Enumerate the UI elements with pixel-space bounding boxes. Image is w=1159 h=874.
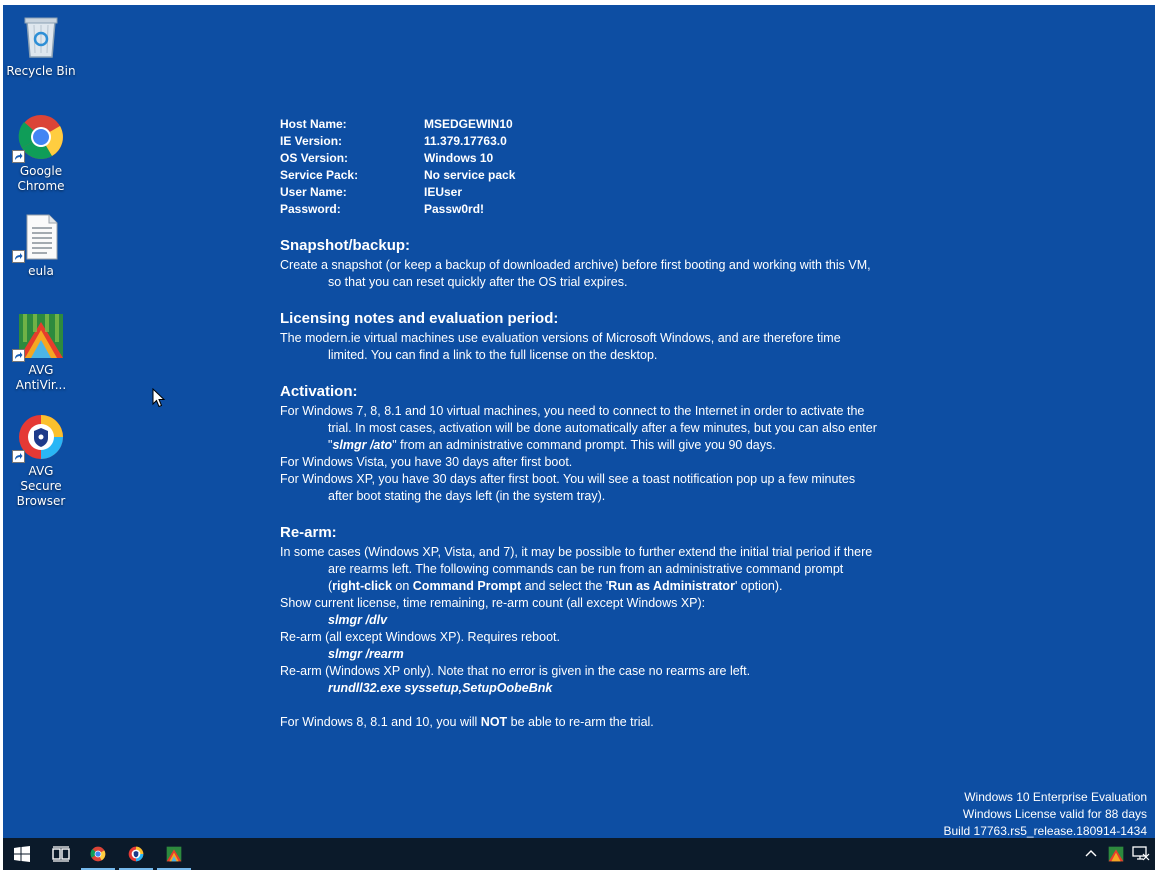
info-row-ie-version: [280, 133, 880, 150]
text-document-icon: [17, 213, 65, 261]
show-hidden-icons-button[interactable]: [1080, 838, 1104, 870]
text: " from an administrative command prompt. This will give you 90 days.: [392, 438, 776, 452]
desktop-icon-google-chrome[interactable]: [6, 113, 76, 194]
rearm-show-label: Show current license, time remaining, re-arm count (all except Windows XP):: [280, 596, 706, 610]
taskbar-avg-antivirus-button[interactable]: [155, 838, 193, 870]
text: on: [391, 579, 413, 593]
taskbar: [3, 838, 1155, 870]
desktop-icon-label: eula: [28, 264, 54, 278]
info-row-user-name: [280, 184, 880, 201]
info-row-service-pack: [280, 167, 880, 184]
rearm-paragraph-1: [280, 544, 880, 595]
mouse-cursor-icon: [152, 388, 166, 412]
activation-paragraph-1: [280, 403, 880, 454]
text: be able to re-arm the trial.: [507, 715, 654, 729]
info-key: IE Version:: [280, 134, 343, 148]
info-key: Host Name:: [280, 117, 347, 131]
watermark-line: Windows 10 Enterprise Evaluation: [964, 790, 1147, 804]
info-key: Service Pack:: [280, 168, 359, 182]
rearm-command: slmgr /rearm: [328, 647, 404, 661]
info-value: MSEDGEWIN10: [424, 117, 513, 131]
task-view-button[interactable]: [41, 838, 79, 870]
watermark-line: Windows License valid for 88 days: [962, 807, 1147, 821]
text: For Windows 7, 8, 8.1 and 10 virtual machines, you need to connect to the Internet in order to activate the trial. In most cases, activation will be done automatically after a few minutes, but you can also enter ": [280, 404, 877, 452]
activation-paragraph-3: For Windows XP, you have 30 days after first boot. You will see a toast notification pop up a few minutes after boot stating the days left (in the system tray).: [280, 472, 856, 503]
section-title-licensing: Licensing notes and evaluation period:: [280, 310, 559, 327]
text: In some cases (Windows XP, Vista, and 7), it may be possible to further extend the initial trial period if there are rearms left. The following commands can be run from an administrative command prompt (: [280, 545, 873, 593]
desktop-icon-recycle-bin[interactable]: [6, 13, 76, 79]
text: For Windows 8, 8.1 and 10, you will: [280, 715, 481, 729]
section-title-rearm: Re-arm:: [280, 524, 337, 541]
desktop-icon-label: AVG Secure Browser: [16, 464, 66, 508]
snapshot-text: Create a snapshot (or keep a backup of downloaded archive) before first booting and working with this VM, so that you can reset quickly after the OS trial expires.: [280, 258, 871, 289]
activation-paragraph-2: For Windows Vista, you have 30 days after first boot.: [280, 455, 573, 469]
rearm-final-note: [280, 714, 880, 731]
desktop-icon-label: Recycle Bin: [6, 64, 76, 78]
rearm-label: Re-arm (all except Windows XP). Requires reboot.: [280, 630, 560, 644]
info-key: Password:: [280, 202, 341, 216]
shortcut-arrow-icon: [12, 150, 25, 163]
shortcut-arrow-icon: [12, 250, 25, 263]
command-text: slmgr /ato: [332, 438, 393, 452]
licensing-text: The modern.ie virtual machines use evaluation versions of Microsoft Windows, and are therefore time limited. You can find a link to the full license on the desktop.: [280, 331, 841, 362]
info-row-os-version: [280, 150, 880, 167]
text: and select the ': [521, 579, 609, 593]
desktop-icon-avg-secure-browser[interactable]: [6, 413, 76, 509]
emphasis: NOT: [480, 715, 508, 729]
avg-browser-icon: [128, 846, 144, 862]
shortcut-arrow-icon: [12, 349, 25, 362]
chrome-icon: [90, 846, 106, 862]
rearm-xp-command: rundll32.exe syssetup,SetupOobeBnk: [328, 681, 553, 695]
desktop-icon-avg-antivirus[interactable]: [6, 312, 76, 393]
taskbar-avg-browser-button[interactable]: [117, 838, 155, 870]
info-value: Windows 10: [424, 151, 494, 165]
network-icon: [1132, 846, 1150, 862]
section-title-snapshot: Snapshot/backup:: [280, 237, 411, 254]
start-icon: [14, 846, 30, 862]
desktop-icon-label: Google Chrome: [17, 164, 65, 193]
desktop-icon-label: AVG AntiVir...: [15, 363, 67, 392]
emphasis: Run as Administrator: [608, 579, 735, 593]
info-value: 11.379.17763.0: [424, 134, 507, 148]
rearm-show-command: slmgr /dlv: [328, 613, 388, 627]
taskbar-chrome-button[interactable]: [79, 838, 117, 870]
text: ' option).: [734, 579, 783, 593]
info-row-password: [280, 201, 880, 218]
rearm-xp-label: Re-arm (Windows XP only). Note that no error is given in the case no rearms are left.: [280, 664, 751, 678]
avg-antivirus-icon: [17, 312, 65, 360]
recycle-bin-icon: [17, 13, 65, 61]
info-value: IEUser: [424, 185, 463, 199]
shortcut-arrow-icon: [12, 450, 25, 463]
start-button[interactable]: [3, 838, 41, 870]
chevron-up-icon: [1084, 846, 1098, 862]
info-key: User Name:: [280, 185, 347, 199]
tray-avg-button[interactable]: [1104, 838, 1128, 870]
desktop-icon-eula[interactable]: [6, 213, 76, 279]
info-value: Passw0rd!: [424, 202, 485, 216]
info-key: OS Version:: [280, 151, 349, 165]
chrome-icon: [17, 113, 65, 161]
emphasis: right-click: [332, 579, 392, 593]
spacer: [280, 697, 880, 714]
avg-tray-icon: [1108, 846, 1124, 862]
section-title-activation: Activation:: [280, 383, 358, 400]
avg-secure-browser-icon: [17, 413, 65, 461]
emphasis: Command Prompt: [412, 579, 522, 593]
info-value: No service pack: [424, 168, 516, 182]
info-row-host-name: [280, 116, 880, 133]
tray-network-button[interactable]: [1128, 838, 1152, 870]
evaluation-watermark: [944, 789, 1148, 838]
avg-antivirus-icon: [166, 846, 182, 862]
task-view-icon: [52, 846, 70, 862]
bginfo-panel: [280, 116, 880, 731]
desktop: [3, 5, 1155, 838]
watermark-line: Build 17763.rs5_release.180914-1434: [943, 824, 1147, 838]
